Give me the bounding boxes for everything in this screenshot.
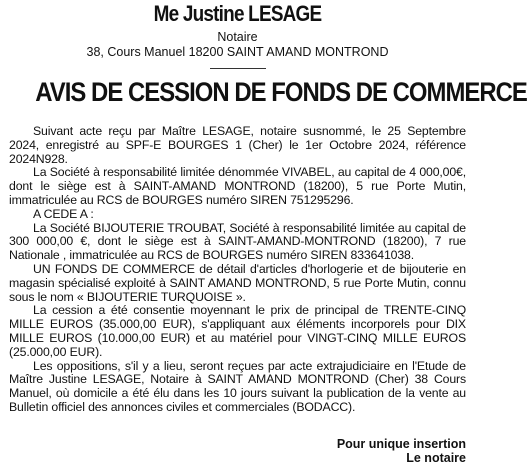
paragraph-business: UN FONDS DE COMMERCE de détail d'articles d'horlogerie et de bijouterie en magasin spécialisé exploité à SAINT AMAND MONTROND, 5 rue Porte Mutin, connu sous le nom « BIJOUTERIE TURQUOISE ». [9, 261, 466, 304]
notary-title: Notaire [217, 30, 258, 44]
notary-header [9, 2, 466, 69]
paragraph-oppositions: Les oppositions, s'il y a lieu, seront reçues par acte extrajudiciaire en l'Etude de Maître Justine LESAGE, Notaire à SAINT AMAND MONTROND (Cher) 38 Cours Manuel, où domicile a été élu dans les 10 jours suivant la publication de la vente au Bulletin officiel des annonces civiles et commerciales (BODACC). [9, 358, 466, 414]
header-divider [210, 68, 266, 69]
paragraph-seller: La Société à responsabilité limitée dénommée VIVABEL, au capital de 4 000,00€, dont le siège est à SAINT-AMAND MONTROND (18200), 5 rue Porte Mutin, immatriculée au RCS de BOURGES numéro SIREN 751295296. [9, 165, 466, 207]
notice-headline: AVIS DE CESSION DE FONDS DE COMMERCE [35, 77, 527, 107]
paragraph-price: La cession a été consentie moyennant le prix de principal de TRENTE-CINQ MILLE EUROS (35.000,00 EUR), s'appliquant aux éléments incorporels pour DIX MILLE EUROS (10.000,00 EUR) et au matériel pour VINGT-CINQ MILLE EUROS (25.000,00 EUR). [9, 303, 466, 359]
signature-block [9, 437, 466, 465]
paragraph-buyer: La Société BIJOUTERIE TROUBAT, Société à responsabilité limitée au capital de 300 000,00 €, dont le siège est à SAINT-AMAND-MONTROND (18200), 7 rue Nationale , immatriculée au RCS de BOURGES numéro SIREN 833641038. [9, 220, 466, 263]
signature-line-1: Pour unique insertion [336, 436, 466, 451]
paragraph-transfer: A CEDE A : [33, 206, 94, 221]
signature-line-2: Le notaire [406, 450, 466, 465]
paragraph-deed: Suivant acte reçu par Maître LESAGE, notaire susnommé, le 25 Septembre 2024, enregistré au SPF-E BOURGES 1 (Cher) le 1er Octobre 2024, référence 2024N928. [9, 124, 466, 166]
notary-name: Me Justine LESAGE [153, 1, 322, 26]
notary-address: 38, Cours Manuel 18200 SAINT AMAND MONTROND [86, 45, 389, 59]
notice-body [9, 125, 466, 415]
